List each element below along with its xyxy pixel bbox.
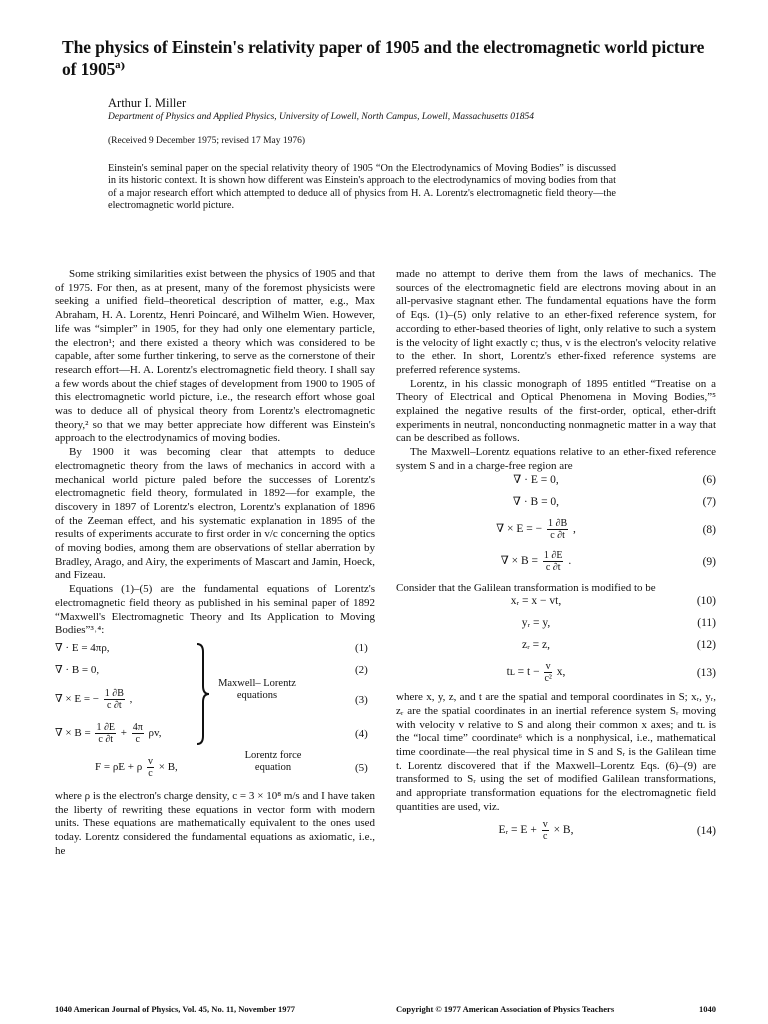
paragraph: Some striking similarities exist between the physics of 1905 and that of 1975. For then, as at present, many of the foremost physicists were seeking a unified field–theoretical description of matter, e.g., Max Abraham, H. A. Lorentz, Henri Poincaré, and Wilhelm Wien. However, life was “simpler” in 1905, for they had only one elementary particle, the electron¹; and there existed a theory which was considered to be capable, after some further tinkering, to serve as the cornerstone of their research effort—H. A. Lorentz's electromagnetic field theory. I shall say a few words about the chief stages of development from 1900 to 1905 of this electromagnetic world picture, i.e., the research effort whose goal was to deduce all of physical theory from Lorentz's electromagnetic theory,² so that we may better appreciate how different was Einstein's approach to the electrodynamics of moving bodies. (55, 268, 375, 445)
fraction (147, 756, 154, 779)
fraction (542, 819, 549, 842)
equation-part: x, (556, 666, 566, 679)
right-column (396, 268, 716, 851)
equation-3 (55, 688, 132, 711)
numerator: 4π (132, 721, 143, 733)
paragraph: Lorentz, in his classic monograph of 1895 entitled “Treatise on a Theory of Electrical and Optical Phenomena in Moving Bodies,”⁵ explained the negative results of the first-order, optical, ether-drift experiments in neutral, nonconducting nonmagnetic matter in a way that can be described as follows. (396, 377, 716, 445)
equation-text (396, 661, 676, 684)
equation-part: tʟ = t − (506, 666, 540, 679)
equation-text: ∇ · E = 0, (513, 473, 559, 486)
equation-part: F = ρE + ρ (95, 761, 143, 774)
equation-number: (6) (702, 473, 716, 486)
equation-2: ∇ · B = 0, (55, 663, 100, 676)
equation-number: (14) (696, 824, 716, 837)
copyright-text: Copyright © 1977 American Association of Physics Teachers (396, 1004, 615, 1014)
equation-number: (8) (702, 523, 716, 536)
equation-11 (396, 617, 716, 639)
equation-text: xᵣ = x − vt, (510, 595, 562, 608)
fraction (544, 661, 551, 684)
equation-text (396, 819, 676, 842)
equation-part: ∇ × E = − (55, 693, 100, 706)
numerator: 1 ∂B (104, 687, 124, 699)
fraction (547, 518, 568, 541)
denominator: c (148, 767, 153, 779)
fraction (543, 550, 564, 573)
numerator: 1 ∂E (96, 721, 115, 733)
paragraph: where ρ is the electron's charge density, c = 3 × 10⁸ m/s and I have taken the liberty of rewriting these equations in vector form with modern units. These equations are mathematically equivalent to the ones used today. Lorentz considered the fundamental equations as axiomatic, i.e., he (55, 789, 375, 857)
footer-copyright (396, 1004, 716, 1014)
author-affiliation: Department of Physics and Applied Physics, University of Lowell, North Campus, Lowell, Massachusetts 01854 (108, 112, 534, 122)
paragraph: The Maxwell–Lorentz equations relative to an ether-fixed reference system S and in a charge-free region are (396, 446, 716, 472)
numerator: 1 ∂E (543, 549, 563, 561)
paper-title: The physics of Einstein's relativity paper of 1905 and the electromagnetic world picture of 1905ª⁾ (62, 37, 705, 79)
denominator: c² (544, 673, 552, 685)
page-number: 1040 (699, 1004, 716, 1014)
paragraph: made no attempt to derive them from the laws of mechanics. The sources of the electromagnetic field are electrons moving about in an all-pervasive stagnant ether. The fundamental equations have the form of Eqs. (1)–(5) only relative to an ether-fixed reference system, for according to ether-based theories of light, only relative to such a system is the velocity of light exactly c; thus, v is the electron's velocity relative to the ether. In short, Lorentz's ether-fixed reference systems are preferred reference systems. (396, 268, 716, 376)
denominator: c ∂t (550, 529, 565, 541)
equation-number: (2) (355, 663, 368, 676)
equation-4 (55, 722, 162, 745)
equation-number: (3) (355, 693, 368, 706)
equation-number: (13) (696, 667, 716, 680)
equation-part: . (568, 554, 572, 567)
equation-number: (5) (355, 761, 368, 774)
fraction (104, 688, 125, 711)
equation-number: (4) (355, 727, 368, 740)
denominator: c (135, 733, 140, 745)
footer-journal: 1040 American Journal of Physics, Vol. 45, No. 11, November 1977 (55, 1004, 295, 1014)
equation-part: ∇ × E = − (496, 522, 543, 535)
paragraph: where x, y, z, and t are the spatial and temporal coordinates in S; xᵣ, yᵣ, zᵣ are the spatial coordinates in an inertial reference system Sᵣ moving with velocity v relative to S and along their common x axes; and tʟ is the “local time” coordinate⁶ which is a nonphysical, i.e., mathematical time coordinate—the real physical time in S and Sᵣ is the Galilean time t. Lorentz discovered that if the Maxwell–Lorentz Eqs. (6)–(9) are transformed to Sᵣ using the set of modified Galilean transformations, and appropriate transformation equations for the electromagnetic field quantities are used, viz. (396, 691, 716, 813)
equation-number: (10) (696, 595, 716, 608)
equation-part: × B, (158, 761, 178, 774)
denominator: c ∂t (545, 561, 561, 573)
denominator: c ∂t (98, 733, 114, 745)
equation-part: , (573, 522, 576, 535)
numerator: 1 ∂B (548, 517, 568, 529)
equation-9 (396, 550, 716, 582)
equation-1: ∇ · E = 4πρ, (55, 641, 110, 654)
equation-part: + (120, 727, 127, 740)
equation-part: × B, (553, 823, 574, 836)
equation-part: ∇ × B = (500, 554, 539, 567)
denominator: c (542, 830, 548, 842)
equation-text (396, 518, 676, 541)
fraction (95, 722, 116, 745)
fraction (132, 722, 144, 745)
equation-5 (95, 756, 178, 779)
equation-number: (9) (702, 555, 716, 568)
equation-part: , (129, 693, 133, 706)
equation-number: (7) (702, 495, 716, 508)
equation-13 (396, 661, 716, 691)
equation-text (396, 550, 676, 573)
equation-text: zᵣ = z, (522, 639, 550, 652)
equation-14 (396, 819, 716, 851)
force-label: Lorentz force equation (244, 749, 302, 773)
left-column (55, 268, 375, 859)
equation-10 (396, 595, 716, 617)
equation-12 (396, 639, 716, 661)
paragraph: Consider that the Galilean transformation is modified to be (396, 581, 656, 594)
numerator: v (542, 818, 548, 830)
brace-icon (193, 642, 213, 746)
equation-part: ρv, (148, 727, 162, 740)
paragraph: By 1900 it was becoming clear that attempts to deduce electromagnetic theory from the laws of mechanics in accord with a mechanical world picture paled before the successes of Lorentz's electromagnetic field theory, formulated in 1892—for example, the discovery in 1897 of Lorentz's electron, Lorentz's explanation of 1896 of the Zeeman effect, and his systematic explanation in 1895 of the results of experiments accurate to first order in v/c concerning the optics of moving bodies, among them are observations of stellar aberration by Bradley, Arago, and Airy, the experiments of Mascart and Jamin, Hoeck, and Fizeau. (55, 446, 375, 582)
equation-number: (11) (697, 617, 716, 630)
abstract: Einstein's seminal paper on the special relativity theory of 1905 “On the Electrodynamics of Moving Bodies” is discussed in its historic context. It is shown how different was Einstein's approach to the electrodynamics of moving bodies from that of a major research effort which attempted to deduce all of physics from H. A. Lorentz's electromagnetic field theory—the electromagnetic world picture. (108, 163, 616, 211)
equation-block-1-5 (55, 642, 375, 790)
equation-part: Eᵣ = E + (498, 823, 537, 836)
equation-8 (396, 518, 716, 550)
equation-number: (1) (355, 641, 368, 654)
equation-part: ∇ × B = (55, 727, 91, 740)
brace-label: Maxwell– Lorentz equations (218, 677, 296, 701)
equation-text: ∇ · B = 0, (512, 495, 560, 508)
author-name: Arthur I. Miller (108, 96, 187, 110)
equation-6 (396, 474, 716, 496)
numerator: v (147, 755, 153, 767)
denominator: c ∂t (106, 699, 122, 711)
numerator: v (545, 661, 551, 673)
paragraph: Equations (1)–(5) are the fundamental equations of Lorentz's electromagnetic field theory as published in his seminal paper of 1892 “Maxwell's Electromagnetic Theory and Its Application to Moving Bodies”³˒⁴: (55, 583, 375, 637)
received-dates: (Received 9 December 1975; revised 17 May 1976) (108, 136, 306, 146)
equation-number: (12) (696, 639, 716, 652)
equation-7 (396, 496, 716, 518)
equation-text: yᵣ = y, (521, 617, 551, 630)
